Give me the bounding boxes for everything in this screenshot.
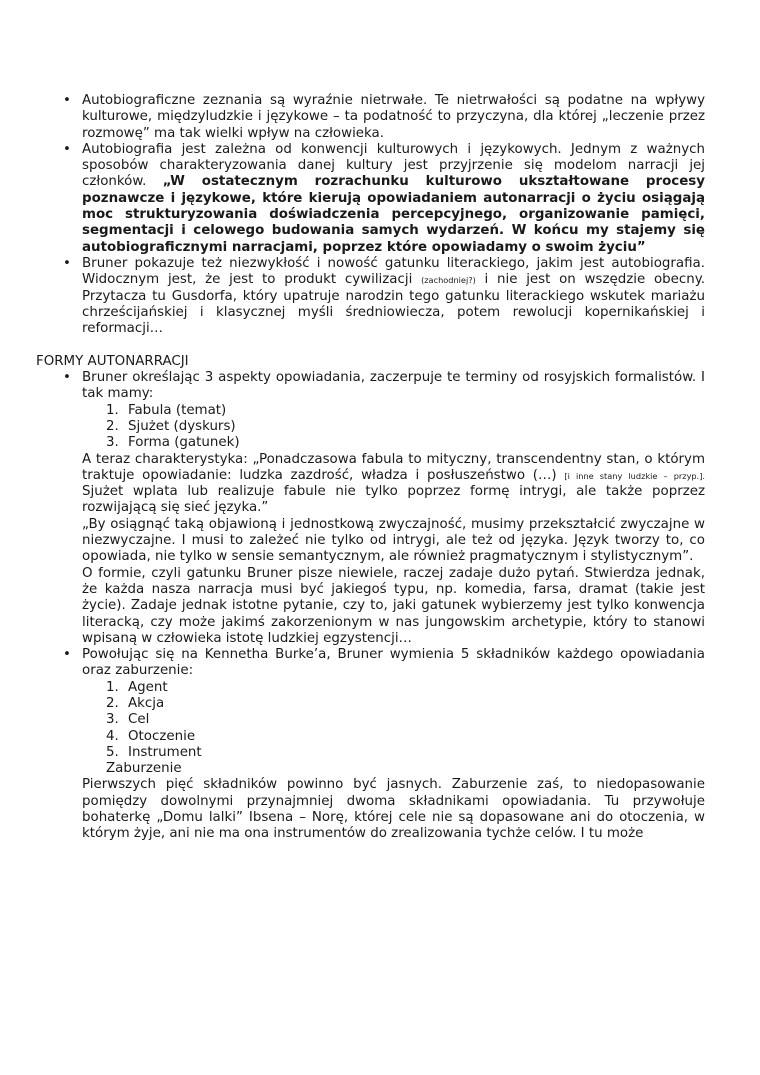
- list-label: Forma (gatunek): [128, 435, 240, 451]
- paragraph: Pierwszych pięć składników powinno być jasnych. Zaburzenie zaś, to niedopasowanie pomiędzy dowolnymi przynajmniej dwoma składnikami opowiadania. Tu przywołuje bohaterkę „Domu lalki” Ibsena – Norę, której cele nie są dopasowane ani do otoczenia, w którym żyje, ani nie ma ona instrumentów do zrealizowania tychże celów. I tu może: [82, 777, 705, 842]
- bullet-text: Autobiografia jest zależna od konwencji kulturowych i językowych. Jednym z ważnych sposobów charakteryzowania danej kultury jest przyjrzenie się modelom narracji jej członków.: [82, 141, 705, 190]
- small-note: (zachodniej?): [421, 275, 476, 286]
- list-number: 2.: [106, 695, 119, 711]
- list-item: [106, 680, 705, 696]
- list-label: Agent: [128, 679, 168, 695]
- list-item: [106, 745, 705, 761]
- list-item: [106, 435, 705, 451]
- bullet-item: [63, 93, 705, 142]
- section-heading: FORMY AUTONARRACJI: [36, 353, 189, 369]
- list-label: Cel: [128, 712, 150, 728]
- numbered-list: [82, 403, 705, 452]
- paragraph-text: A teraz charakterystyka: „Ponadczasowa fabula to mityczny, transcendentny stan, o którym traktuje opowiadanie: ludzka zazdrość, władza i posłuszeństwo (…): [82, 451, 705, 483]
- list-label: Sjużet (dyskurs): [128, 418, 236, 434]
- list-number: 1.: [106, 402, 119, 418]
- list-number: 3.: [106, 435, 119, 451]
- bold-quote: „W ostatecznym rozrachunku kulturowo ukształtowane procesy poznawcze i językowe, które kierują opowiadaniem autonarracji o życiu osiągają moc strukturyzowania doświadczenia percepcyjnego, organizowanie pamięci, segmentacji i celowego budowania samych wydarzeń. W końcu my stajemy się autobiograficznymi narracjami, poprzez które opowiadamy o swoim życiu”: [82, 174, 705, 255]
- list-number: 1.: [106, 679, 119, 695]
- document-page: [36, 93, 705, 843]
- list-label: Akcja: [128, 695, 165, 711]
- list-item: [106, 419, 705, 435]
- bullet-text: Powołując się na Kennetha Burke’a, Bruner wymienia 5 składników każdego opowiadania oraz zaburzenie:: [82, 647, 705, 679]
- bullet-text: Autobiograficzne zeznania są wyraźnie nietrwałe. Te nietrwałości są podatne na wpływy kulturowe, międzyludzkie i językowe – ta podatność to przyczyna, dla której „leczenie przez rozmowę” ma tak wielki wpływ na człowieka.: [82, 93, 705, 141]
- list-number: 3.: [106, 712, 119, 728]
- paragraph: [82, 452, 705, 517]
- small-note: [i inne stany ludzkie – przyp.].: [564, 470, 706, 481]
- bullet-text: i nie jest on wszędzie obecny. Przytacza tu Gusdorfa, który upatruje narodzin tego gatunku literackiego wskutek mariażu chrześcijańskiej i klasycznej myśli średniowiecza, potem rewolucji kopernikańskiej i reformacji…: [82, 272, 706, 337]
- bullet-icon: •: [63, 370, 71, 386]
- numbered-list: [82, 680, 705, 761]
- bullet-item: [63, 647, 705, 843]
- bullet-icon: •: [63, 255, 71, 271]
- bullet-icon: •: [63, 93, 71, 108]
- paragraph: „By osiągnąć taką objawioną i jednostkową zwyczajność, musimy przekształcić zwyczajne w niezwyczajne. I musi to zależeć nie tylko od intrygi, ale też od języka. Język tworzy to, co opowiada, nie tylko w sensie semantycznym, ale również pragmatycznym i stylistycznym”.: [82, 516, 705, 565]
- bullet-item: [63, 141, 705, 256]
- bullet-icon: •: [63, 647, 71, 663]
- list-item: [106, 712, 705, 728]
- list-label: Instrument: [128, 744, 202, 760]
- list-number: 5.: [106, 744, 119, 760]
- list-number: 2.: [106, 418, 119, 434]
- list-number: 4.: [106, 728, 119, 744]
- bullet-item: [63, 370, 706, 647]
- bullet-text: Bruner pokazuje też niezwykłość i nowość gatunku literackiego, jakim jest autobiografia. Widocznym jest, że jest to produkt cywilizacji: [82, 255, 705, 288]
- list-label: Otoczenie: [128, 728, 196, 744]
- list-label: Fabula (temat): [128, 402, 227, 418]
- extra-list-item: Zaburzenie: [106, 761, 182, 777]
- list-item: [106, 696, 705, 712]
- section1-bullet-list: [36, 93, 705, 337]
- list-item: [106, 403, 705, 419]
- bullet-icon: •: [63, 141, 71, 157]
- section2-bullet-list: [36, 370, 705, 843]
- bullet-text: Bruner określając 3 aspekty opowiadania, zaczerpuje te terminy od rosyjskich formalistów. I tak mamy:: [82, 370, 705, 402]
- paragraph-text: Sjużet wplata lub realizuje fabule nie tylko poprzez formę intrygi, ale także poprzez rozwijającą się sieć języka.”: [82, 484, 705, 516]
- paragraph: O formie, czyli gatunku Bruner pisze niewiele, raczej zadaje dużo pytań. Stwierdza jednak, że każda nasza narracja musi być jakiegoś typu, np. komedia, farsa, dramat (takie jest życie). Zadaje jednak istotne pytanie, czy to, jaki gatunek wybierzemy jest tylko konwencja literacką, czy może jakimś zakorzenionym w nas jungowskim archetypie, który to stanowi wpisaną w człowieka istotę ludzkiej egzystencji…: [82, 565, 705, 646]
- list-item: [106, 729, 705, 745]
- bullet-item: [63, 255, 706, 337]
